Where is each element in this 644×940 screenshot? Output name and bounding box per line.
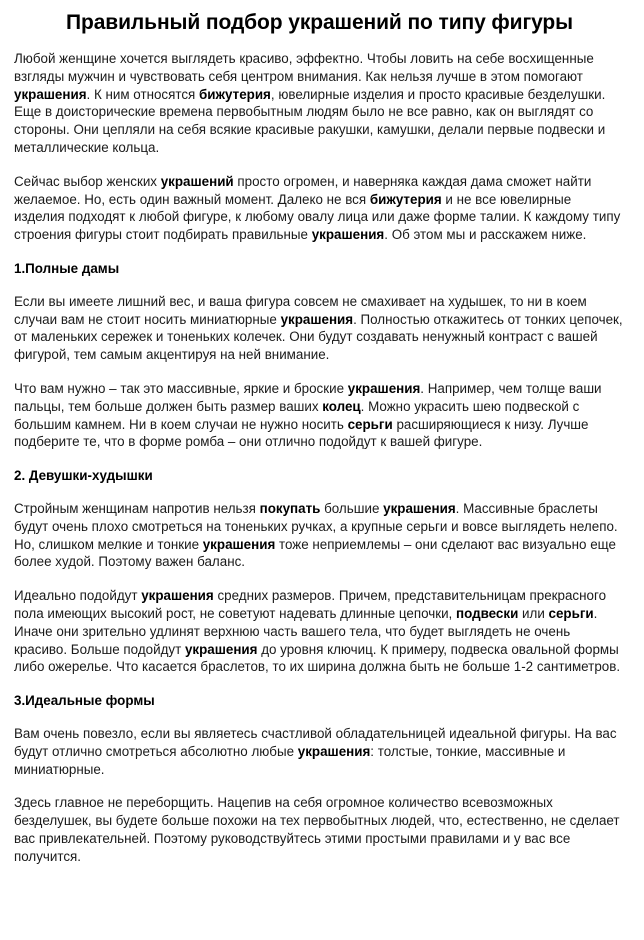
text-run: Идеально подойдут — [14, 588, 142, 604]
text-run: . Об этом мы и расскажем ниже. — [384, 227, 587, 243]
emphasis-term: украшений — [160, 173, 234, 189]
emphasis-term: украшения — [347, 380, 421, 396]
article-body — [14, 50, 625, 865]
text-run: . Полностью откажитесь от тонких цепочек, от маленьких сережек и тоненьких колечек. Они будут создавать ненужный контраст с вашей фигурой, тем самым акцентируя на ней внимание. — [14, 311, 623, 363]
text-run: , ювелирные изделия и просто красивые безделушки. Еще в доисторические времена первобытным людям было не все равно, как он выглядят со стороны. Они цепляли на себя всякие красивые ракушки, камушки, делали первые подвески и металлические кольца. — [14, 86, 606, 155]
text-run: просто огромен, и наверняка каждая дама сможет найти желаемое. Но, есть один важный момент. Далеко не вся — [14, 173, 592, 207]
text-run: Вам очень повезло, если вы являетесь счастливой обладательницей идеальной фигуры. На вас будут отлично смотреться абсолютно любые — [14, 725, 617, 759]
emphasis-term: украшения — [297, 743, 371, 759]
section-1-paragraph-2 — [14, 380, 625, 451]
emphasis-term: украшения — [184, 641, 258, 657]
text-run: . Иначе они зрительно удлинят верхнюю часть вашего тела, что будет выглядеть не очень красиво. Больше подойдут — [14, 605, 598, 657]
intro-paragraph-2 — [14, 173, 625, 244]
text-run: и не все ювелирные изделия подходят к любой фигуре, к любому овалу лица или даже форме талии. К каждому типу строения фигуры стоит подбирать правильные — [14, 191, 621, 243]
section-heading-2: 2. Девушки-худышки — [14, 468, 153, 484]
text-run: Здесь главное не переборщить. Нацепив на себя огромное количество всевозможных безделушек, вы будете больше похожи на тех первобытных людей, что, естественно, не сделает вас привлекательней. Поэтому руководствуйтесь этими простыми правилами и у вас все получится. — [14, 795, 620, 864]
text-run: тоже неприемлемы – они сделают вас визуально еще более худой. Поэтому важен баланс. — [14, 536, 616, 570]
section-3-paragraph-2 — [14, 794, 625, 865]
section-heading-3: 3.Идеальные формы — [14, 693, 155, 709]
emphasis-term: украшения — [14, 86, 87, 102]
text-run: Что вам нужно – так это массивные, яркие и броские — [14, 380, 348, 396]
text-run: . Можно украсить шею подвеской с большим камнем. Ни в коем случаи не нужно носить — [14, 398, 580, 432]
emphasis-term: украшения — [280, 311, 354, 327]
emphasis-term: колец — [322, 398, 361, 414]
emphasis-term: бижутерия — [369, 191, 442, 207]
text-run: до уровня ключиц. К примеру, подвеска овальной формы либо ожерелье. Что касается браслетов, то их ширина должна быть не больше 1-2 сантиметров. — [14, 641, 621, 675]
text-run: Если вы имеете лишний вес, и ваша фигура совсем не смахивает на худышек, то ни в коем случаи вам не стоит носить миниатюрные — [14, 293, 587, 327]
text-run: : толстые, тонкие, массивные и миниатюрные. — [14, 743, 566, 777]
section-1-paragraph-1 — [14, 293, 625, 364]
text-run: расширяющиеся к низу. Лучше подберите те, что в форме ромба – они отлично подойдут к вашей фигуре. — [14, 416, 589, 450]
emphasis-term: серьги — [347, 416, 393, 432]
text-run: или — [518, 605, 549, 621]
text-run: большие — [320, 500, 384, 516]
section-3-paragraph-1 — [14, 725, 625, 778]
emphasis-term: серьги — [548, 605, 594, 621]
text-run: . К ним относятся — [86, 86, 200, 102]
intro-paragraph-1 — [14, 50, 625, 157]
emphasis-term: бижутерия — [199, 86, 271, 102]
emphasis-term: подвески — [456, 605, 519, 621]
text-run: Сейчас выбор женских — [14, 173, 161, 189]
page-title: Правильный подбор украшений по типу фигуры — [65, 11, 573, 34]
text-run: средних размеров. Причем, представительницам прекрасного пола имеющих высокий рост, не советуют надевать длинные цепочки, — [14, 588, 607, 621]
emphasis-term: украшения — [383, 500, 456, 516]
text-run: Стройным женщинам напротив нельзя — [14, 500, 260, 516]
emphasis-term: украшения — [141, 588, 214, 604]
emphasis-term: покупать — [259, 500, 321, 516]
text-run: . Например, чем толще ваши пальцы, тем больше должен быть размер ваших — [14, 380, 602, 414]
emphasis-term: украшения — [311, 227, 385, 243]
emphasis-term: украшения — [202, 536, 276, 552]
text-run: . Массивные браслеты будут очень плохо смотреться на тоненьких ручках, а крупные серьги и вовсе выглядеть нелепо. Но, слишком мелкие и тонкие — [14, 500, 618, 552]
section-heading-1: 1.Полные дамы — [14, 260, 120, 276]
text-run: Любой женщине хочется выглядеть красиво, эффектно. Чтобы ловить на себе восхищенные взгляды мужчин и чувствовать себя центром внимания. Как нельзя лучше в этом помогают — [14, 51, 594, 84]
section-2-paragraph-2 — [14, 587, 625, 676]
section-2-paragraph-1 — [14, 500, 625, 571]
